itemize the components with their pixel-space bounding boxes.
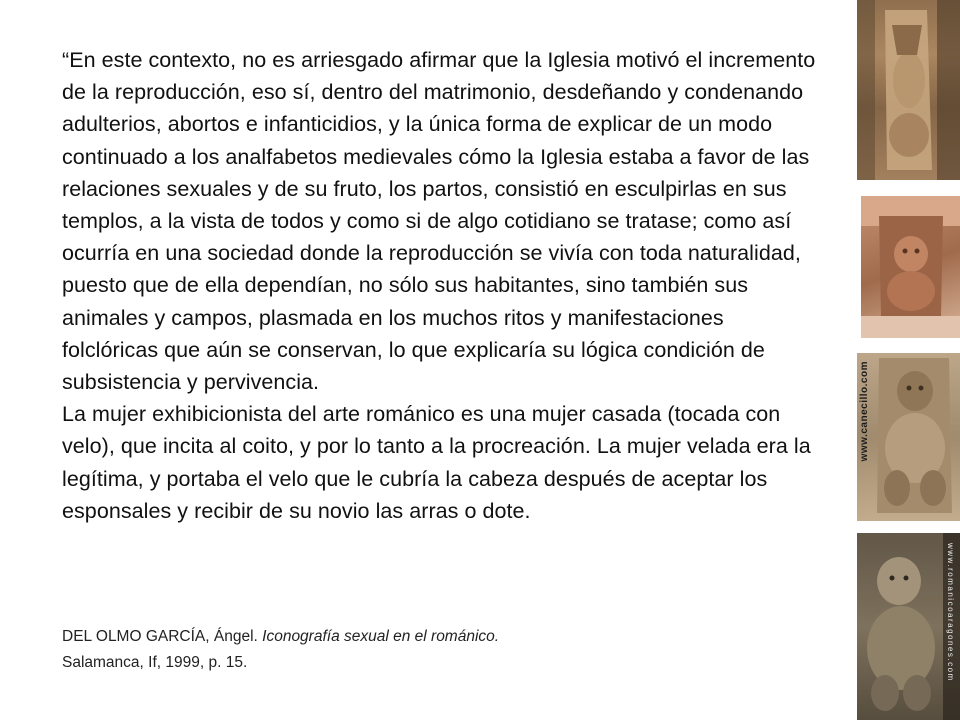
corbel-photo-3 <box>857 353 960 521</box>
citation <box>62 624 762 676</box>
corbel-photo-2 <box>861 196 960 338</box>
quote-paragraph-1: “En este contexto, no es arriesgado afirmar que la Iglesia motivó el incremento de la reproducción, eso sí, dentro del matrimonio, desdeñando y condenando adulterios, abortos e infanticidios, y la única forma de explicar de un modo continuado a los analfabetos medievales cómo la Iglesia estaba a favor de las relaciones sexuales y de su fruto, los partos, consistió en esculpirlas en sus templos, a la vista de todos y como si de algo cotidiano se tratase; como así ocurría en una sociedad donde la reproducción se vivía con toda naturalidad, puesto que de ella dependían, no sólo sus habitantes, sino también sus animales y campos, plasmada en los muchos ritos y manifestaciones folclóricas que aún se conservan, lo que explicaría su lógica condición de subsistencia y pervivencia. <box>62 48 816 395</box>
citation-publication: Salamanca, If, 1999, p. 15. <box>62 654 248 671</box>
corbel-photo-1 <box>857 0 960 180</box>
quote-paragraph-2: La mujer exhibicionista del arte románico es una mujer casada (tocada con velo), que incita al coito, y por lo tanto a la procreación. La mujer velada era la legítima, y portaba el velo que le cubría la cabeza después de aceptar los esponsales y recibir de su novio las arras o dote. <box>62 402 811 523</box>
citation-title: Iconografía sexual en el románico. <box>262 628 500 645</box>
citation-author: DEL OLMO GARCÍA, Ángel. <box>62 628 258 645</box>
corbel-photo-4 <box>857 533 960 720</box>
watermark-canecillo: www.canecillo.com <box>859 361 870 462</box>
watermark-romanico: www.romanicoaragones.com <box>946 543 955 682</box>
quote-text <box>62 44 822 527</box>
